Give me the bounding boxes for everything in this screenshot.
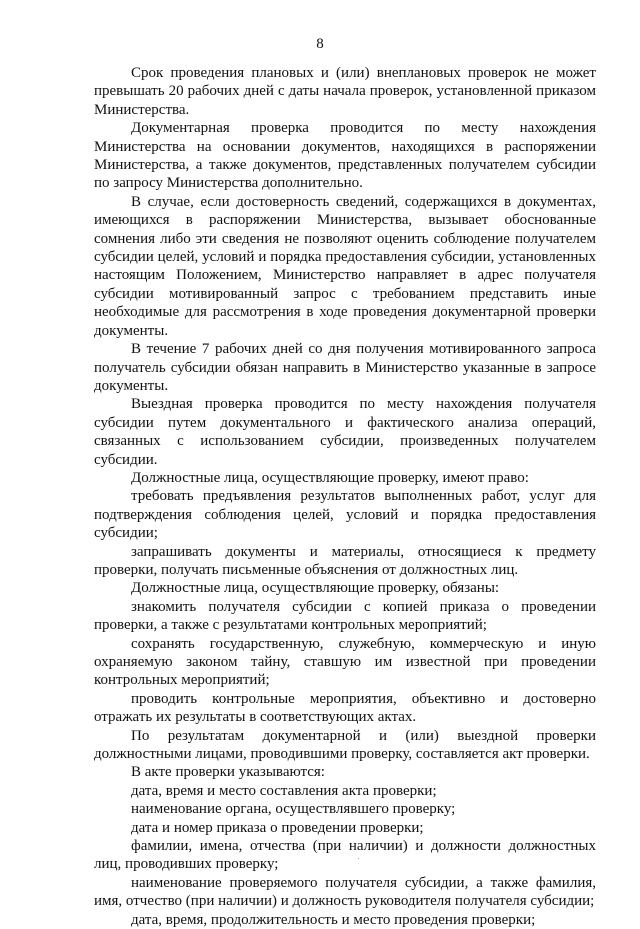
paragraph: фамилии, имена, отчества (при наличии) и должности должностных лиц, проводивших проверку; bbox=[94, 838, 596, 873]
paragraph: В течение 7 рабочих дней со дня получения мотивированного запроса получатель субсидии обязан направить в Министерство указанные в запросе документы. bbox=[94, 341, 596, 394]
paragraph: наименование проверяемого получателя субсидии, а также фамилия, имя, отчество (при наличии) и должность руководителя получателя субсидии; bbox=[94, 874, 596, 910]
paragraph: знакомить получателя субсидии с копией приказа о проведении проверки, а также с результатами контрольных мероприятий; bbox=[94, 598, 596, 634]
paragraph: дата и номер приказа о проведении проверки; bbox=[131, 819, 424, 836]
paragraph: запрашивать документы и материалы, относящиеся к предмету проверки, получать письменные объяснения от должностных лиц. bbox=[94, 543, 596, 578]
paragraph: сохранять государственную, служебную, коммерческую и иную охраняемую законом тайну, ставшую им известной при проведении контрольных мероприятий; bbox=[94, 635, 596, 689]
paragraph: проводить контрольные мероприятия, объективно и достоверно отражать их результаты в соответствующих актах. bbox=[94, 690, 596, 726]
paragraph: Должностные лица, осуществляющие проверку, имеют право: bbox=[131, 469, 529, 486]
page-number: 8 bbox=[316, 36, 324, 52]
document-body bbox=[94, 64, 596, 929]
paragraph: требовать предъявления результатов выполненных работ, услуг для подтверждения соблюдения целей, условий и порядка предоставления субсидии; bbox=[94, 488, 596, 542]
scan-speck bbox=[358, 858, 359, 859]
paragraph: В акте проверки указываются: bbox=[131, 764, 325, 781]
paragraph: В случае, если достоверность сведений, содержащихся в документах, имеющихся в распоряжении Министерства, вызывает обоснованные сомнения либо эти сведения не позволяют оценить соблюдение получателем субсидии целей, условий и порядка предоставления субсидии, установленных настоящим Положением, Министерство направляет в адрес получателя субсидии мотивированный запрос с требованием представить иные необходимые для рассмотрения в ходе проведения документарной проверки документы. bbox=[94, 193, 596, 339]
paragraph: наименование органа, осуществлявшего проверку; bbox=[131, 801, 456, 818]
paragraph: По результатам документарной и (или) выездной проверки должностными лицами, проводившими проверку, составляется акт проверки. bbox=[94, 727, 596, 763]
paragraph: Срок проведения плановых и (или) внеплановых проверок не может превышать 20 рабочих дней с даты начала проверок, установленной приказом Министерства. bbox=[94, 65, 596, 118]
paragraph: Должностные лица, осуществляющие проверку, обязаны: bbox=[131, 580, 500, 597]
paragraph: дата, время и место составления акта проверки; bbox=[131, 782, 437, 799]
paragraph: Выездная проверка проводится по месту нахождения получателя субсидии путем документального и фактического анализа операций, связанных с использованием субсидии, произведенных получателем субсидии. bbox=[94, 396, 596, 468]
paragraph: Документарная проверка проводится по месту нахождения Министерства на основании документов, находящихся в распоряжении Министерства, а также документов, представленных получателем субсидии по запросу Министерства дополнительно. bbox=[94, 120, 596, 192]
paragraph: дата, время, продолжительность и место проведения проверки; bbox=[131, 911, 536, 928]
